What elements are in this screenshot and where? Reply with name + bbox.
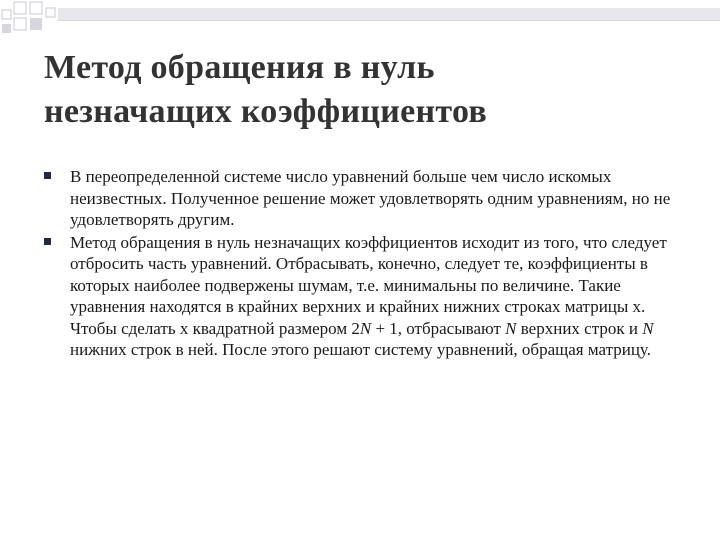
square-bullet-icon — [44, 238, 51, 245]
bullet-list — [44, 166, 684, 361]
title-line-1: Метод обращения в нуль — [44, 49, 435, 86]
variable-n: N — [359, 318, 372, 338]
bullet-2-part-3: верхних строк и — [516, 318, 643, 338]
bullet-item-1 — [44, 166, 684, 231]
bullet-2-part-4: нижних строк в ней. После этого решают систему уравнений, обращая матрицу. — [70, 340, 651, 359]
square-bullet-icon — [44, 172, 51, 179]
bullet-2-part-2: + 1, отбрасывают — [371, 318, 506, 338]
bullet-text-1: В переопределенной системе число уравнений больше чем число искомых неизвестных. Полученное решение может удовлетворять одним уравнениям, но не удовлетворять другим. — [70, 167, 671, 229]
variable-n: N — [642, 318, 654, 338]
bullet-item-2 — [44, 232, 684, 361]
variable-n: N — [505, 318, 517, 338]
bullet-2-part-1: Метод обращения в нуль незначащих коэффициентов исходит из того, что следует отбросить часть уравнений. Отбрасывать, конечно, следует те, коэффициенты в которых наиболее подвержены шумам, т.е. минимальны по величине. Такие уравнения находятся в крайних верхних и крайних нижних строках матрицы x. Чтобы сделать x квадратной размером 2 — [70, 232, 667, 338]
slide-title — [44, 46, 684, 134]
bullet-text-2 — [70, 232, 684, 361]
title-line-2: незначащих коэффициентов — [44, 93, 488, 130]
